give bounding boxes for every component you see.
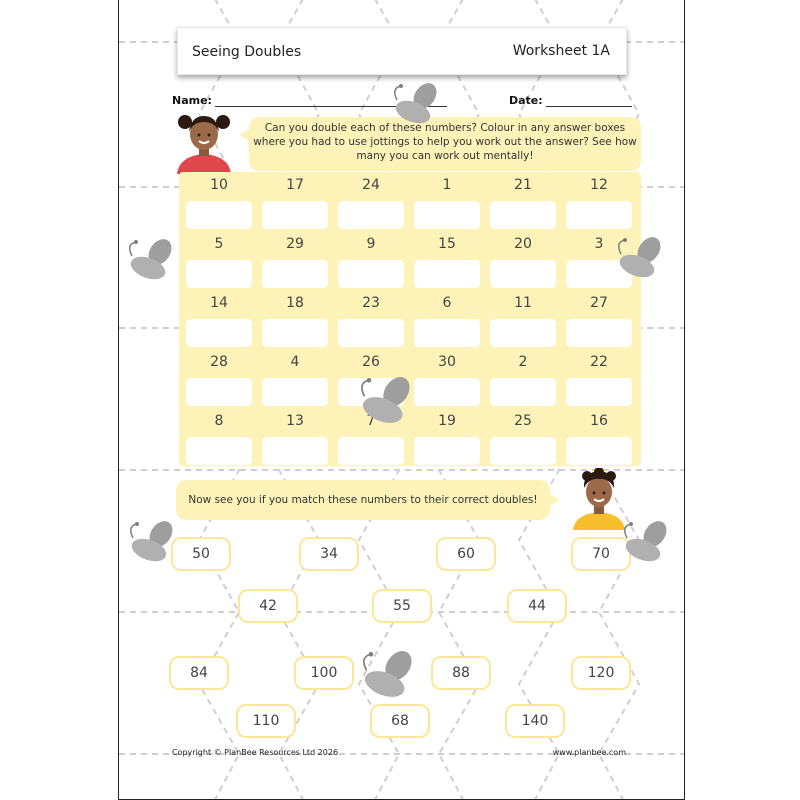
girl-avatar-icon <box>171 108 237 174</box>
grid-cell-3-5 <box>490 292 556 314</box>
grid-number: 20 <box>514 236 532 252</box>
bee-icon <box>122 238 178 284</box>
double-option[interactable]: 84 <box>169 656 229 690</box>
bee-icon <box>123 520 179 566</box>
answer-box[interactable] <box>414 319 480 347</box>
grid-number: 23 <box>362 295 380 311</box>
grid-number: 27 <box>590 295 608 311</box>
grid-number: 29 <box>286 236 304 252</box>
date-label: Date: <box>509 94 543 107</box>
grid-number: 24 <box>362 177 380 193</box>
grid-number: 26 <box>362 354 380 370</box>
double-option[interactable]: 42 <box>238 589 298 623</box>
grid-cell-2-1 <box>186 233 252 255</box>
grid-cell-5-4 <box>414 410 480 432</box>
grid-cell-1-5 <box>490 174 556 196</box>
answer-box[interactable] <box>186 319 252 347</box>
answer-box[interactable] <box>414 378 480 406</box>
grid-cell-4-6 <box>566 351 632 373</box>
answer-box[interactable] <box>262 319 328 347</box>
double-option[interactable]: 120 <box>571 656 631 690</box>
bee-icon <box>353 373 417 431</box>
grid-number: 16 <box>590 413 608 429</box>
grid-cell-5-1 <box>186 410 252 432</box>
double-option[interactable]: 50 <box>171 537 231 571</box>
grid-number: 2 <box>518 354 528 370</box>
grid-number: 15 <box>438 236 456 252</box>
double-option[interactable]: 88 <box>431 656 491 690</box>
grid-number: 13 <box>286 413 304 429</box>
worksheet-page <box>118 0 685 800</box>
grid-cell-4-1 <box>186 351 252 373</box>
answer-box[interactable] <box>414 437 480 465</box>
grid-cell-2-3 <box>338 233 404 255</box>
instruction-bubble-bottom <box>176 480 550 520</box>
instruction-text-bottom: Now see you if you match these numbers to their correct doubles! <box>188 494 538 506</box>
grid-cell-1-1 <box>186 174 252 196</box>
answer-box[interactable] <box>262 201 328 229</box>
grid-cell-3-2 <box>262 292 328 314</box>
name-label: Name: <box>172 94 212 107</box>
grid-cell-2-4 <box>414 233 480 255</box>
answer-box[interactable] <box>566 437 632 465</box>
double-option[interactable]: 100 <box>294 656 354 690</box>
grid-number: 8 <box>214 413 224 429</box>
grid-number: 4 <box>290 354 300 370</box>
answer-box[interactable] <box>566 378 632 406</box>
bee-icon <box>387 82 443 128</box>
grid-cell-1-4 <box>414 174 480 196</box>
copyright-text: Copyright © PlanBee Resources Ltd 2026 <box>172 748 339 757</box>
grid-cell-4-4 <box>414 351 480 373</box>
answer-box[interactable] <box>338 201 404 229</box>
grid-number: 12 <box>590 177 608 193</box>
answer-box[interactable] <box>186 260 252 288</box>
double-option[interactable]: 110 <box>236 704 296 738</box>
worksheet-number: Worksheet 1A <box>512 43 610 59</box>
bee-icon <box>355 647 419 705</box>
bee-icon <box>611 236 667 282</box>
grid-cell-4-5 <box>490 351 556 373</box>
answer-box[interactable] <box>490 378 556 406</box>
double-option[interactable]: 140 <box>505 704 565 738</box>
double-option[interactable]: 70 <box>571 537 631 571</box>
grid-cell-3-6 <box>566 292 632 314</box>
instruction-text-top: Can you double each of these numbers? Colour in any answer boxes where you had to use jottings to help you work out the answer? See how many you can work out mentally! <box>253 122 637 162</box>
grid-cell-4-2 <box>262 351 328 373</box>
grid-number: 30 <box>438 354 456 370</box>
answer-box[interactable] <box>566 201 632 229</box>
grid-number: 7 <box>366 413 376 429</box>
answer-box[interactable] <box>186 201 252 229</box>
grid-cell-3-4 <box>414 292 480 314</box>
grid-number: 5 <box>214 236 224 252</box>
grid-cell-5-5 <box>490 410 556 432</box>
grid-cell-3-1 <box>186 292 252 314</box>
grid-cell-5-2 <box>262 410 328 432</box>
answer-box[interactable] <box>338 260 404 288</box>
grid-cell-2-2 <box>262 233 328 255</box>
answer-box[interactable] <box>186 437 252 465</box>
answer-box[interactable] <box>414 201 480 229</box>
double-option[interactable]: 60 <box>436 537 496 571</box>
answer-box[interactable] <box>186 378 252 406</box>
answer-box[interactable] <box>490 319 556 347</box>
worksheet-header <box>177 27 627 75</box>
worksheet-title: Seeing Doubles <box>192 44 302 60</box>
grid-number: 10 <box>210 177 228 193</box>
grid-number: 18 <box>286 295 304 311</box>
grid-number: 28 <box>210 354 228 370</box>
grid-number: 25 <box>514 413 532 429</box>
grid-number: 14 <box>210 295 228 311</box>
instruction-bubble-top <box>249 117 641 171</box>
website-link[interactable]: www.planbee.com <box>552 748 626 757</box>
double-option[interactable]: 55 <box>372 589 432 623</box>
answer-box[interactable] <box>566 319 632 347</box>
date-line[interactable] <box>546 96 632 107</box>
double-option[interactable]: 68 <box>370 704 430 738</box>
answer-box[interactable] <box>338 319 404 347</box>
answer-box[interactable] <box>262 437 328 465</box>
answer-box[interactable] <box>414 260 480 288</box>
grid-number: 22 <box>590 354 608 370</box>
answer-box[interactable] <box>490 437 556 465</box>
grid-number: 3 <box>594 236 604 252</box>
grid-cell-2-5 <box>490 233 556 255</box>
answer-box[interactable] <box>490 260 556 288</box>
double-option[interactable]: 44 <box>507 589 567 623</box>
grid-cell-1-6 <box>566 174 632 196</box>
grid-number: 11 <box>514 295 532 311</box>
grid-cell-5-6 <box>566 410 632 432</box>
grid-cell-3-3 <box>338 292 404 314</box>
grid-number: 19 <box>438 413 456 429</box>
grid-number: 21 <box>514 177 532 193</box>
answer-box[interactable] <box>262 378 328 406</box>
grid-cell-1-3 <box>338 174 404 196</box>
grid-cell-1-2 <box>262 174 328 196</box>
grid-number: 6 <box>442 295 452 311</box>
grid-number: 17 <box>286 177 304 193</box>
answer-box[interactable] <box>262 260 328 288</box>
bee-icon <box>617 520 673 566</box>
answer-box[interactable] <box>490 201 556 229</box>
double-option[interactable]: 34 <box>299 537 359 571</box>
grid-number: 9 <box>366 236 376 252</box>
date-field[interactable] <box>509 94 632 107</box>
grid-number: 1 <box>442 177 452 193</box>
grid-cell-4-3 <box>338 351 404 373</box>
answer-box[interactable] <box>338 437 404 465</box>
